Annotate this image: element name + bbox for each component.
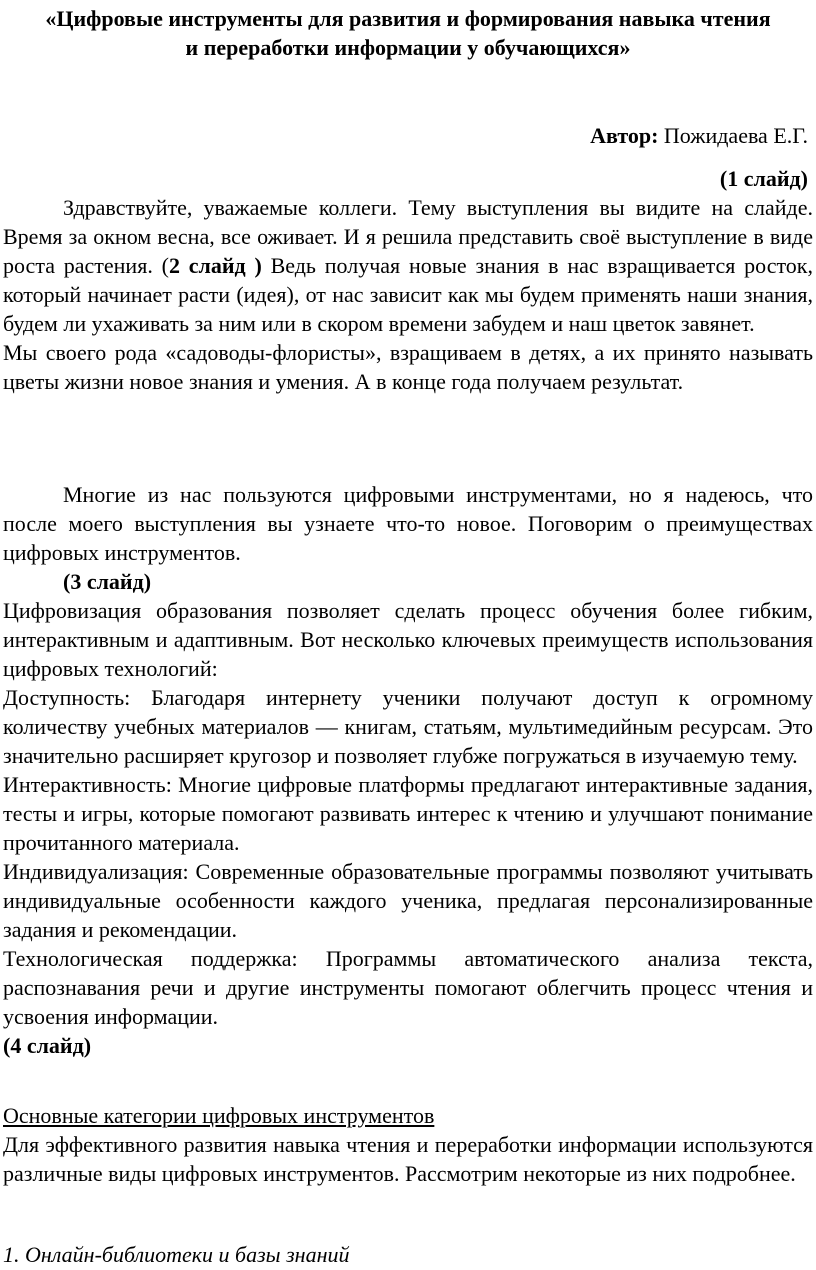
author-name: Пожидаева Е.Г. — [658, 123, 808, 148]
intro-section — [3, 193, 813, 396]
tools-paragraph: Многие из нас пользуются цифровыми инструментами, но я надеюсь, что после моего выступления вы узнаете что-то новое. Поговорим о преимуществах цифровых инструментов. — [3, 482, 813, 565]
title-line-2: и переработки информации у обучающихся» — [185, 35, 631, 60]
intro-paragraph — [3, 193, 813, 338]
slide-4-marker: (4 слайд) — [3, 1033, 92, 1058]
digitalization-paragraph: Цифровизация образования позволяет сделать процесс обучения более гибким, интерактивным и адаптивным. Вот несколько ключевых преимуществ использования цифровых технологий: — [3, 598, 813, 681]
categories-heading: Основные категории цифровых инструментов — [3, 1103, 435, 1128]
intro-text-part-2: Ведь получая новые знания в нас взращивается росток, который начинает расти (идея), от нас зависит как мы будем применять наши знания, будем ли ухаживать за ним или в скором времени забудем и наш цветок завянет. — [3, 253, 813, 336]
slide-2-marker: 2 слайд ) — [168, 253, 262, 278]
author-line — [590, 121, 808, 150]
tech-support-paragraph: Технологическая поддержка: Программы автоматического анализа текста, распознавания речи и другие инструменты помогают облегчить процесс чтения и усвоения информации. — [3, 946, 813, 1029]
individualization-paragraph: Индивидуализация: Современные образовательные программы позволяют учитывать индивидуальные особенности каждого ученика, предлагая персонализированные задания и рекомендации. — [3, 859, 813, 942]
slide-3-marker: (3 слайд) — [63, 569, 152, 594]
categories-paragraph: Для эффективного развития навыка чтения и переработки информации используются различные виды цифровых инструментов. Рассмотрим некоторые из них подробнее. — [3, 1132, 813, 1186]
intro-paragraph-continued: Мы своего рода «садоводы-флористы», взращиваем в детях, а их принято называть цветы жизни новое знания и умения. А в конце года получаем результат. — [3, 340, 813, 394]
author-label: Автор: — [590, 123, 659, 148]
intro-text-part-1: Здравствуйте, уважаемые коллеги. Тему выступления вы видите на слайде. Время за окном весна, все оживает. И я решила представить своё выступление в виде роста растения. ( — [3, 195, 813, 278]
slide-1-marker: (1 слайд) — [719, 166, 808, 191]
title-line-1: «Цифровые инструменты для развития и формирования навыка чтения — [45, 6, 771, 31]
interactivity-paragraph: Интерактивность: Многие цифровые платформы предлагают интерактивные задания, тесты и игры, которые помогают развивать интерес к чтению и улучшают понимание прочитанного материала. — [3, 772, 813, 855]
categories-section — [3, 1101, 813, 1188]
section-1-heading: 1. Онлайн-библиотеки и базы знаний — [3, 1242, 350, 1267]
document-title — [6, 4, 810, 62]
accessibility-paragraph: Доступность: Благодаря интернету ученики получают доступ к огромному количеству учебных материалов — книгам, статьям, мультимедийным ресурсам. Это значительно расширяет кругозор и позволяет глубже погружаться в изучаемую тему. — [3, 685, 813, 768]
tools-section — [3, 480, 813, 1060]
